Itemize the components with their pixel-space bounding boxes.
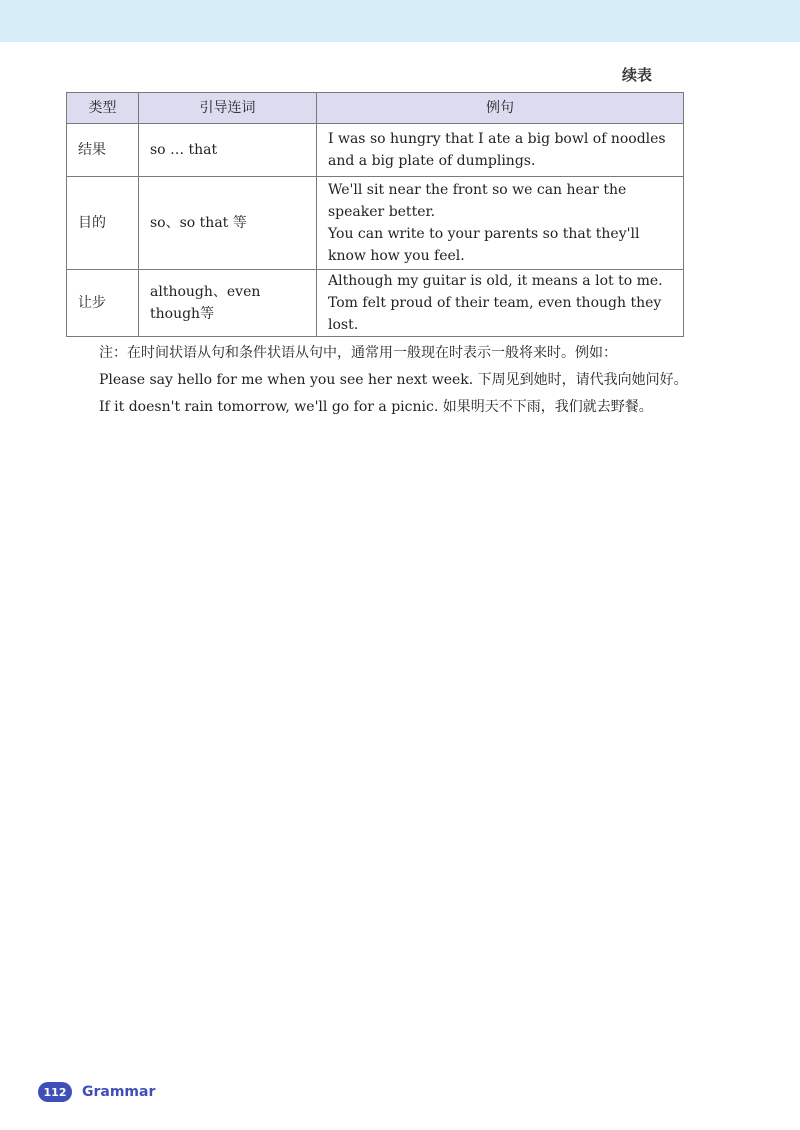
continued-label: 续表 — [622, 66, 653, 84]
example-cell — [317, 124, 684, 177]
section-name: Grammar — [82, 1084, 156, 1100]
page-footer — [38, 1080, 155, 1104]
example-sentence: You can write to your parents so that they'll know how you feel. — [328, 226, 640, 264]
note-example: If it doesn't rain tomorrow, we'll go for a picnic. 如果明天不下雨，我们就去野餐。 — [99, 399, 653, 415]
conjunction-cell: although、even though等 — [139, 270, 317, 337]
page-number-badge: 112 — [38, 1082, 72, 1102]
example-cell — [317, 270, 684, 337]
usage-note — [99, 340, 699, 421]
table-row — [67, 270, 684, 337]
conjunction-cell: so、so that 等 — [139, 177, 317, 270]
top-color-band — [0, 0, 800, 42]
type-cell: 让步 — [67, 270, 139, 337]
example-sentence: Although my guitar is old, it means a lot to me. — [328, 273, 663, 289]
note-line: 注：在时间状语从句和条件状语从句中，通常用一般现在时表示一般将来时。例如： — [99, 345, 617, 361]
conjunction-cell: so … that — [139, 124, 317, 177]
header-type: 类型 — [67, 93, 139, 124]
type-cell: 目的 — [67, 177, 139, 270]
example-sentence: We'll sit near the front so we can hear the speaker better. — [328, 182, 627, 220]
header-conjunction: 引导连词 — [139, 93, 317, 124]
table-row — [67, 177, 684, 270]
table-row — [67, 124, 684, 177]
adverbial-clause-table — [66, 92, 684, 337]
example-cell — [317, 177, 684, 270]
example-sentence: Tom felt proud of their team, even though they lost. — [328, 295, 662, 333]
type-cell: 结果 — [67, 124, 139, 177]
note-example: Please say hello for me when you see her next week. 下周见到她时，请代我向她问好。 — [99, 372, 688, 388]
header-example: 例句 — [317, 93, 684, 124]
example-sentence: I was so hungry that I ate a big bowl of noodles and a big plate of dumplings. — [328, 131, 666, 169]
table-header-row — [67, 93, 684, 124]
